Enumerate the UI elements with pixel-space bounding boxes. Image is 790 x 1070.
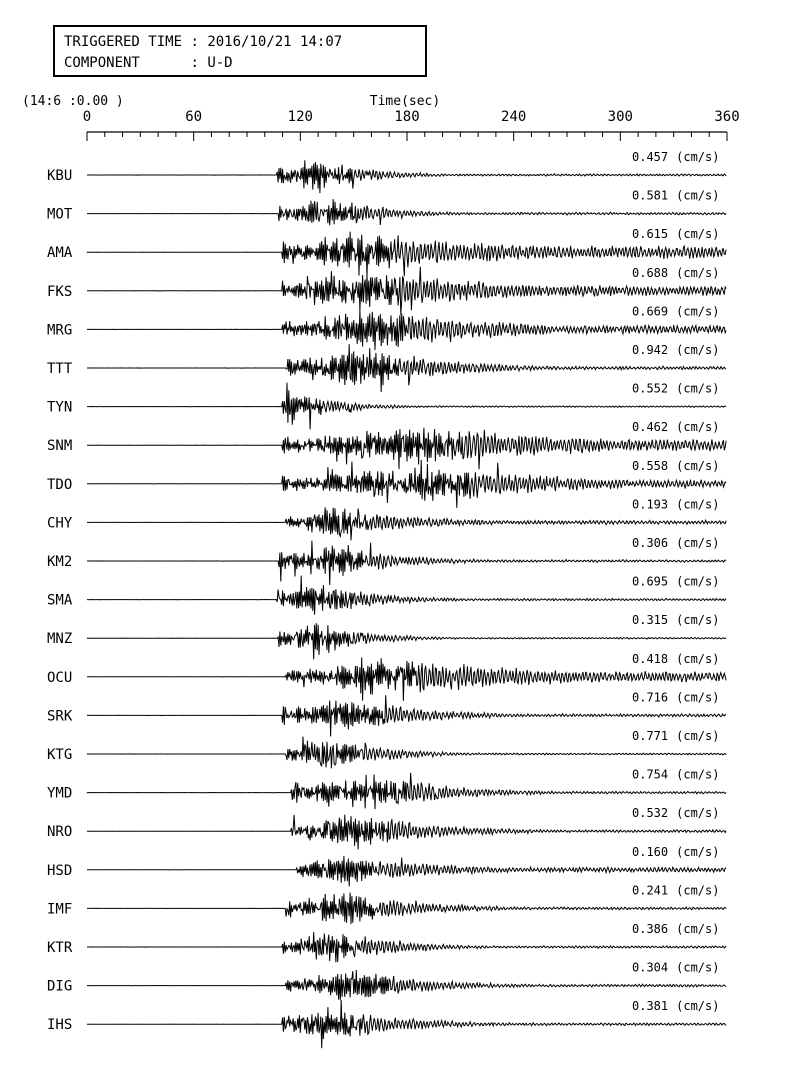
amplitude-unit: (cm/s) (676, 960, 720, 975)
x-tick-label: 240 (501, 109, 527, 125)
x-tick-label: 0 (82, 109, 92, 125)
station-label: SRK (47, 708, 73, 725)
amplitude-unit: (cm/s) (676, 999, 720, 1014)
station-label: MRG (47, 322, 73, 339)
station-trace-row (47, 883, 726, 924)
station-trace-row (47, 189, 726, 226)
station-label: OCU (47, 669, 73, 686)
max-amplitude-label (632, 690, 719, 704)
max-amplitude-value: 0.669 (632, 304, 669, 319)
waveform-trace (87, 383, 726, 430)
max-amplitude-label (632, 459, 719, 473)
x-tick-label: 300 (607, 109, 633, 125)
waveform-trace (87, 815, 726, 850)
max-amplitude-label (632, 150, 719, 164)
station-trace-row (47, 497, 726, 540)
max-amplitude-value: 0.688 (632, 265, 669, 280)
max-amplitude-value: 0.581 (632, 188, 669, 203)
max-amplitude-value: 0.418 (632, 651, 669, 666)
waveform-trace (87, 576, 726, 615)
station-trace-row (47, 922, 726, 962)
max-amplitude-value: 0.695 (632, 574, 669, 589)
max-amplitude-label (632, 999, 719, 1013)
max-amplitude-value: 0.160 (632, 844, 669, 859)
max-amplitude-value: 0.193 (632, 497, 669, 512)
station-label: FKS (47, 283, 73, 300)
amplitude-unit: (cm/s) (676, 806, 720, 821)
waveform-trace (87, 856, 726, 886)
waveform-trace (87, 160, 726, 193)
max-amplitude-value: 0.754 (632, 767, 669, 782)
station-label: AMA (47, 245, 73, 262)
amplitude-unit: (cm/s) (676, 536, 720, 550)
station-trace-row (47, 575, 726, 615)
waveform-trace (87, 623, 726, 659)
max-amplitude-label (632, 382, 719, 396)
station-label: TDO (47, 476, 73, 493)
station-trace-row (47, 420, 726, 469)
waveform-trace (87, 460, 726, 508)
station-label: TYN (47, 399, 73, 416)
trigger-time-value: 2016/10/21 14:07 (207, 34, 343, 50)
max-amplitude-label (632, 189, 719, 203)
station-trace-row (47, 961, 726, 1001)
station-label: KM2 (47, 554, 73, 570)
waveform-trace (87, 541, 726, 585)
max-amplitude-value: 0.716 (632, 690, 669, 705)
max-amplitude-label (632, 613, 719, 627)
station-trace-row (47, 690, 726, 736)
x-tick-label: 180 (394, 109, 420, 125)
x-tick-label: 60 (185, 109, 203, 125)
max-amplitude-label (632, 883, 719, 897)
amplitude-unit: (cm/s) (676, 574, 720, 589)
max-amplitude-value: 0.304 (632, 960, 669, 975)
station-trace-row (47, 536, 726, 585)
max-amplitude-label (632, 729, 719, 743)
max-amplitude-value: 0.532 (632, 806, 669, 821)
max-amplitude-label (632, 652, 719, 666)
max-amplitude-value: 0.462 (632, 420, 669, 435)
component-separator: : (190, 55, 199, 71)
station-trace-row (47, 459, 726, 508)
max-amplitude-label (632, 343, 719, 357)
waveform-trace (87, 199, 726, 225)
max-amplitude-value: 0.771 (632, 729, 669, 743)
max-amplitude-value: 0.552 (632, 381, 669, 396)
station-trace-row (47, 266, 726, 315)
station-trace-row (47, 304, 726, 350)
amplitude-unit: (cm/s) (676, 767, 720, 782)
waveform-trace (87, 773, 726, 809)
station-label: SMA (47, 592, 73, 609)
time-axis (83, 109, 740, 141)
station-label: KBU (47, 168, 73, 184)
station-trace-row (47, 343, 726, 392)
max-amplitude-label (632, 922, 719, 936)
station-trace-row (47, 227, 726, 276)
station-label: YMD (47, 785, 73, 802)
station-label: CHY (47, 515, 73, 532)
amplitude-unit: (cm/s) (676, 922, 720, 936)
station-trace-row (47, 806, 726, 849)
max-amplitude-label (632, 536, 719, 550)
waveform-trace (87, 267, 726, 315)
max-amplitude-value: 0.457 (632, 150, 669, 164)
amplitude-unit: (cm/s) (676, 729, 720, 743)
waveform-trace (87, 232, 726, 277)
x-tick-label: 360 (714, 109, 740, 125)
max-amplitude-label (632, 806, 719, 820)
waveform-trace (87, 1000, 726, 1048)
x-tick-label: 120 (287, 109, 313, 125)
max-amplitude-label (632, 497, 719, 511)
waveform-trace (87, 428, 726, 470)
waveform-trace (87, 344, 726, 392)
amplitude-unit: (cm/s) (676, 690, 720, 705)
max-amplitude-value: 0.386 (632, 922, 669, 936)
amplitude-unit: (cm/s) (676, 227, 720, 242)
amplitude-unit: (cm/s) (676, 883, 720, 898)
max-amplitude-label (632, 961, 719, 975)
max-amplitude-value: 0.381 (632, 999, 669, 1014)
amplitude-unit: (cm/s) (676, 265, 720, 280)
station-label: SNM (47, 438, 73, 455)
amplitude-unit: (cm/s) (676, 304, 720, 319)
waveform-trace (87, 737, 726, 769)
waveform-trace (87, 893, 726, 925)
component-label: COMPONENT (64, 55, 140, 71)
max-amplitude-label (632, 304, 719, 318)
amplitude-unit: (cm/s) (676, 420, 720, 435)
max-amplitude-value: 0.558 (632, 458, 669, 473)
station-label: TTT (47, 361, 73, 377)
station-trace-row (47, 845, 726, 887)
amplitude-unit: (cm/s) (676, 651, 720, 666)
waveform-trace (87, 932, 726, 962)
amplitude-unit: (cm/s) (676, 844, 720, 859)
station-trace-row (47, 999, 726, 1048)
component-value: U-D (207, 55, 233, 71)
station-trace-row (47, 613, 726, 659)
waveform-trace (87, 658, 726, 701)
station-label: KTG (47, 747, 73, 763)
trigger-time-label: TRIGGERED TIME (64, 34, 183, 50)
waveform-trace (87, 310, 726, 350)
max-amplitude-value: 0.241 (632, 883, 669, 898)
station-label: NRO (47, 824, 73, 841)
station-label: KTR (47, 940, 73, 956)
station-label: MNZ (47, 631, 73, 648)
start-time-label: (14:6 :0.00 ) (22, 94, 124, 109)
max-amplitude-label (632, 575, 719, 589)
station-label: DIG (47, 978, 73, 995)
amplitude-unit: (cm/s) (676, 150, 720, 164)
station-label: HSD (47, 862, 73, 879)
amplitude-unit: (cm/s) (676, 458, 720, 473)
station-trace-row (47, 382, 726, 430)
max-amplitude-label (632, 768, 719, 782)
trigger-separator: : (190, 34, 199, 50)
amplitude-unit: (cm/s) (676, 343, 720, 357)
station-trace-row (47, 729, 726, 768)
waveform-trace (87, 695, 726, 736)
max-amplitude-label (632, 266, 719, 280)
station-trace-row (47, 768, 726, 810)
amplitude-unit: (cm/s) (676, 381, 720, 396)
max-amplitude-value: 0.306 (632, 536, 669, 550)
max-amplitude-label (632, 420, 719, 434)
max-amplitude-value: 0.315 (632, 613, 669, 628)
station-traces (47, 150, 726, 1048)
waveform-trace (87, 970, 726, 1000)
station-label: IMF (47, 901, 73, 918)
x-axis-label: Time(sec) (369, 94, 441, 109)
amplitude-unit: (cm/s) (676, 613, 720, 628)
amplitude-unit: (cm/s) (676, 188, 720, 203)
waveform-trace (87, 507, 726, 540)
station-label: IHS (47, 1017, 73, 1034)
station-trace-row (47, 652, 726, 701)
max-amplitude-value: 0.942 (632, 343, 669, 357)
max-amplitude-label (632, 845, 719, 859)
station-trace-row (47, 150, 726, 193)
station-label: MOT (47, 206, 73, 223)
max-amplitude-label (632, 227, 719, 241)
amplitude-unit: (cm/s) (676, 497, 720, 512)
max-amplitude-value: 0.615 (632, 227, 669, 242)
